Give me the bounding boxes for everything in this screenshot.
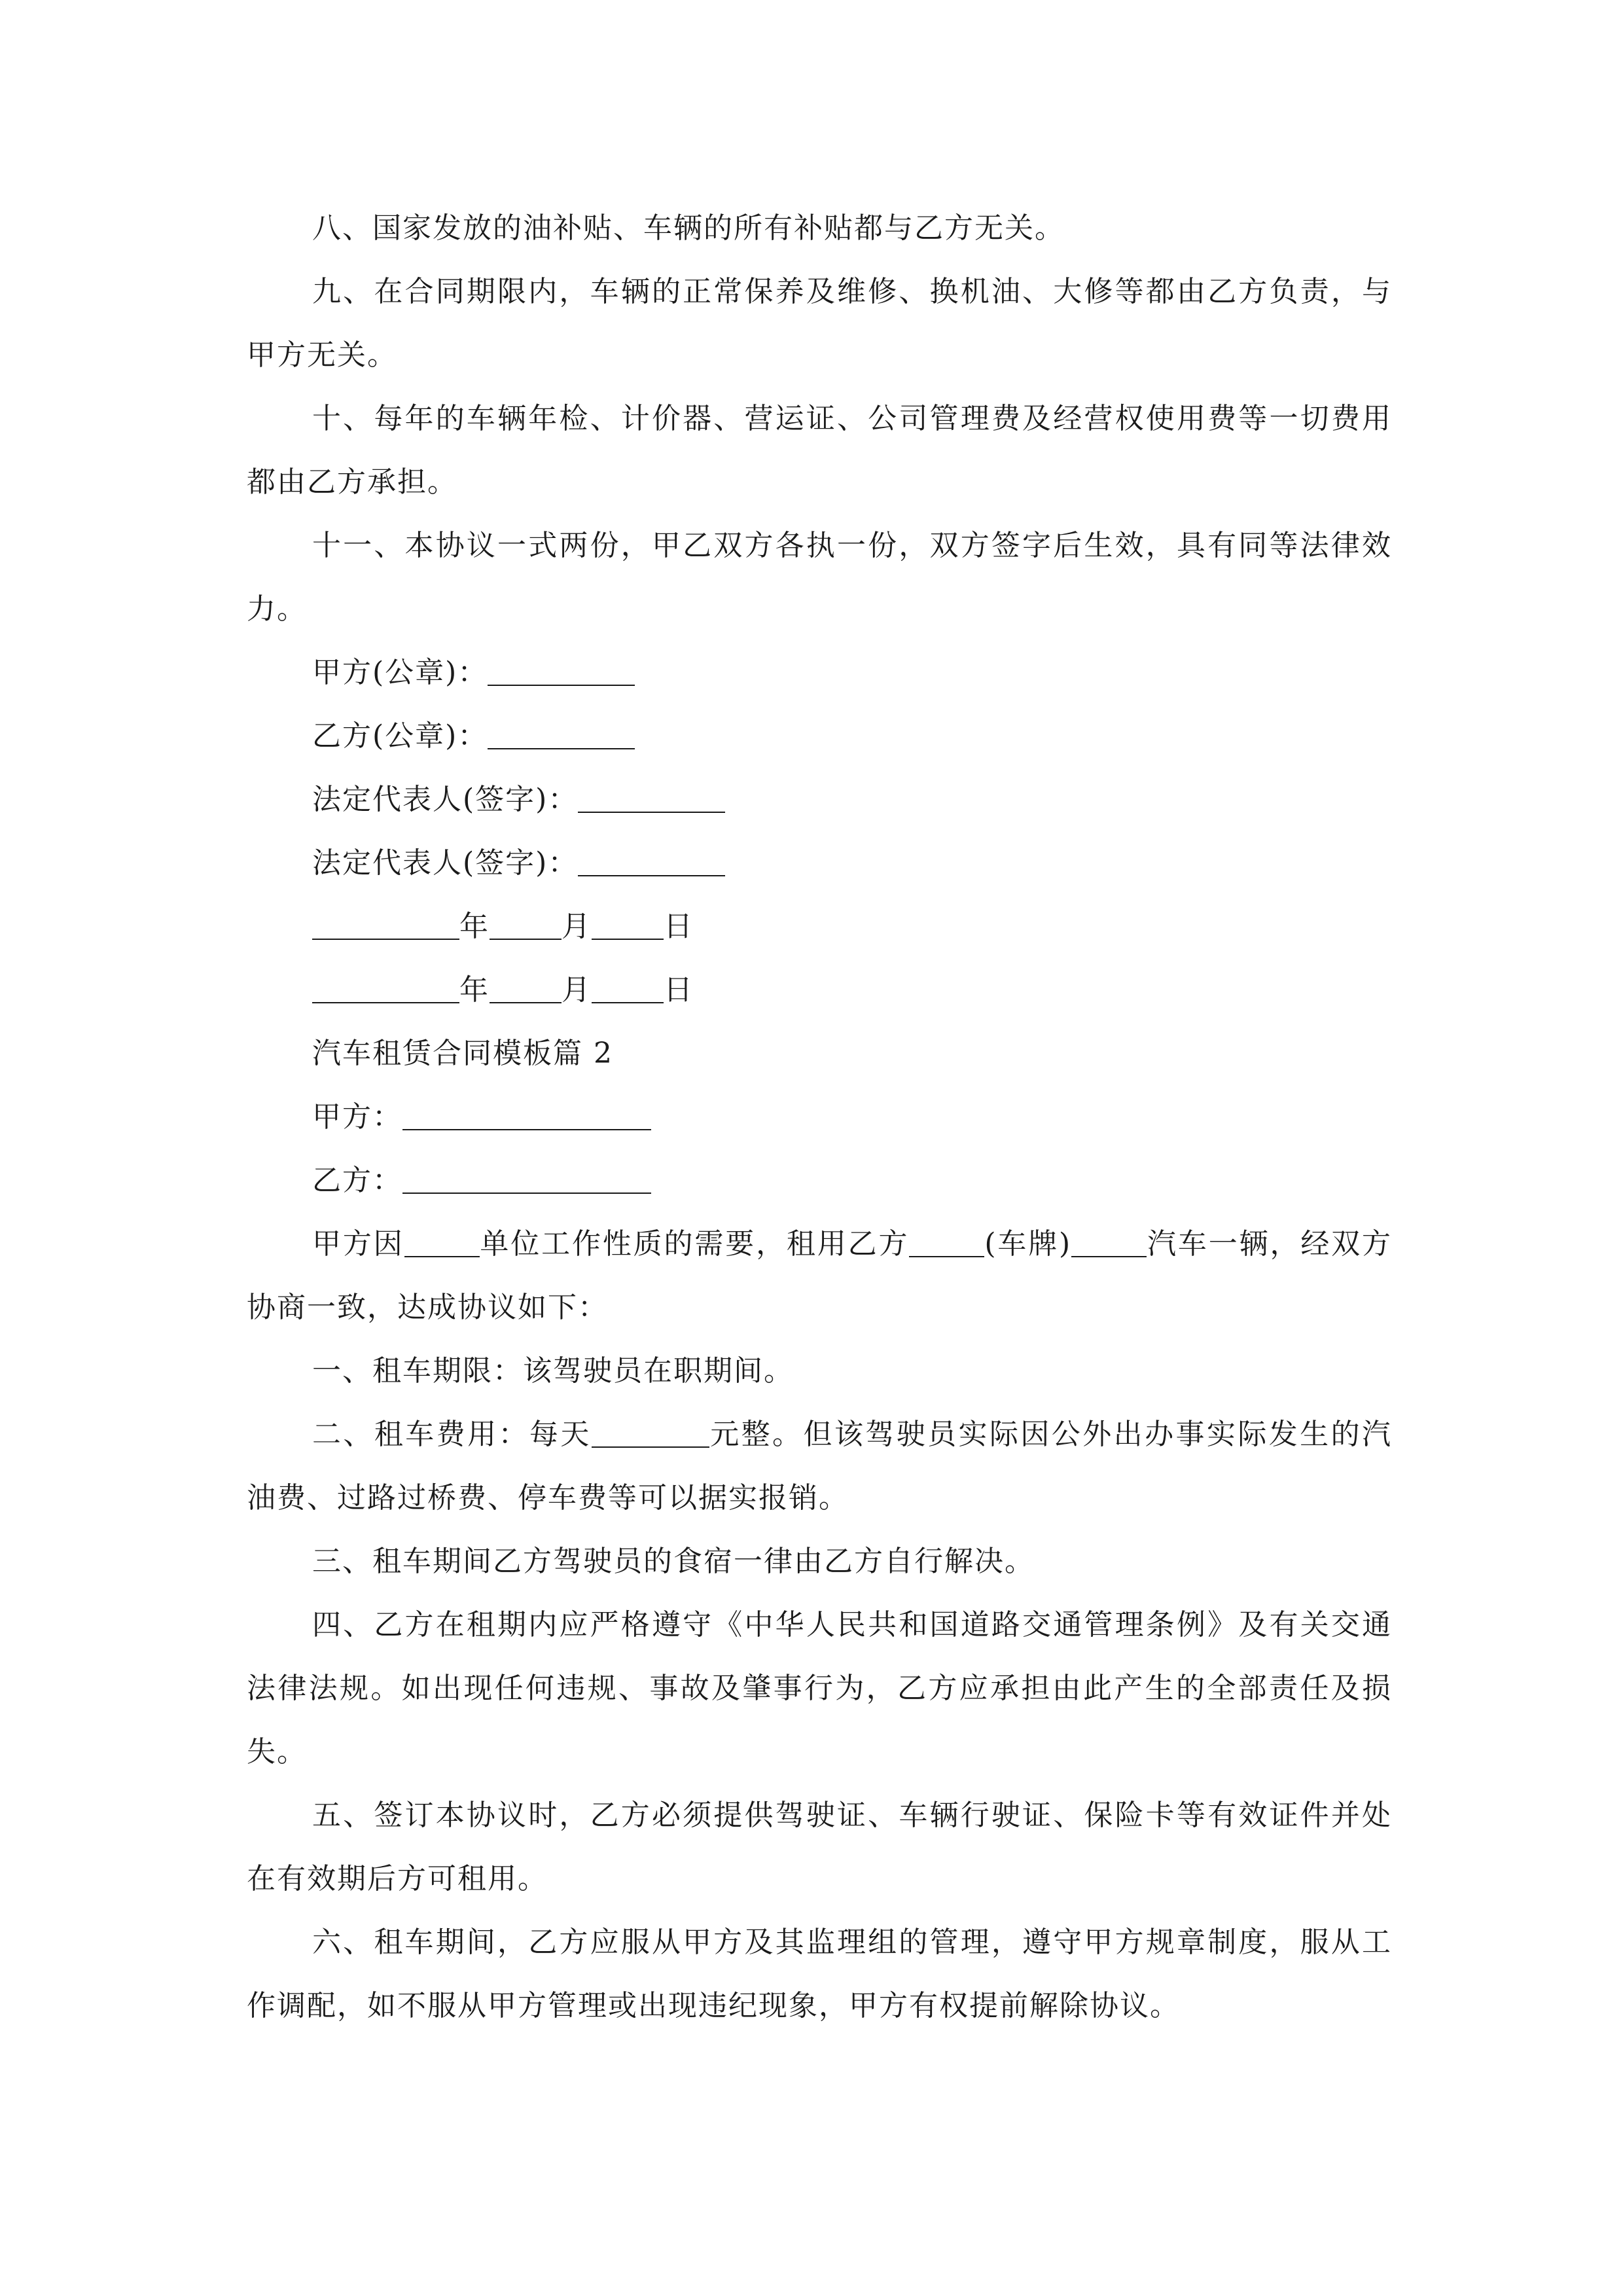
section-2-clause-1: 一、租车期限：该驾驶员在职期间。 (312, 1354, 794, 1388)
legal-rep-blank-1 (578, 785, 725, 813)
section-2-party-a-label: 甲方： (312, 1100, 402, 1134)
legal-rep-label-1: 法定代表人(签字)： (312, 783, 579, 816)
legal-rep-blank-2 (578, 849, 725, 876)
intro-part-2: 单位工作性质的需要，租用乙方 (479, 1227, 910, 1261)
clause-10: 十、每年的车辆年检、计价器、营运证、公司管理费及经营权使用费等一切费用都由乙方承担。 (247, 402, 1392, 499)
daily-fee-blank (592, 1420, 709, 1448)
date-month-blank-1 (490, 912, 562, 940)
date-month-label-1: 月 (562, 910, 592, 943)
date-day-label-2: 日 (664, 973, 694, 1007)
legal-rep-label-2: 法定代表人(签字)： (312, 846, 579, 880)
intro-part-3: (车牌) (984, 1227, 1072, 1261)
section-2-clause-6: 六、租车期间，乙方应服从甲方及其监理组的管理，遵守甲方规章制度，服从工作调配，如不服从甲方管理或出现违纪现象，甲方有权提前解除协议。 (247, 1926, 1392, 2022)
party-b-seal-blank (488, 722, 635, 749)
date-day-blank-1 (592, 912, 664, 940)
party-a-seal-label: 甲方(公章)： (312, 656, 488, 689)
section-2-clause-5: 五、签订本协议时，乙方必须提供驾驶证、车辆行驶证、保险卡等有效证件并处在有效期后方可租用。 (247, 1799, 1392, 1895)
date-year-label-1: 年 (459, 910, 490, 943)
date-year-blank-1 (312, 912, 459, 940)
section-2-clause-4: 四、乙方在租期内应严格遵守《中华人民共和国道路交通管理条例》及有关交通法律法规。如出现任何违规、事故及肇事行为，乙方应承担由此产生的全部责任及损失。 (247, 1608, 1392, 1768)
section-2-party-b-blank (402, 1166, 651, 1194)
date-line-2 (247, 958, 1392, 1022)
date-year-label-2: 年 (459, 973, 490, 1007)
party-a-seal-line (247, 641, 1392, 704)
document-body (247, 196, 1392, 2037)
intro-part-1: 甲方因 (312, 1227, 404, 1261)
section-2-party-a-blank (402, 1103, 651, 1130)
date-line-1 (247, 895, 1392, 958)
intro-unit-blank (404, 1230, 480, 1257)
section-2-party-b-line (247, 1149, 1392, 1212)
section-2-clause-3: 三、租车期间乙方驾驶员的食宿一律由乙方自行解决。 (312, 1545, 1035, 1578)
clause-2-part-b: 元整。但该驾驶员实际因公外出办事实际发生的汽油费、过路过桥费、停车费等可以据实报销。 (247, 1418, 1393, 1515)
section-2-clause-2 (247, 1403, 1392, 1530)
date-month-label-2: 月 (562, 973, 592, 1007)
clause-11: 十一、本协议一式两份，甲乙双方各执一份，双方签字后生效，具有同等法律效力。 (247, 529, 1392, 626)
party-a-seal-blank (488, 658, 635, 686)
date-month-blank-2 (490, 976, 562, 1003)
date-day-blank-2 (592, 976, 664, 1003)
intro-car-blank (1071, 1230, 1147, 1257)
legal-rep-line-2 (247, 831, 1392, 895)
clause-8: 八、国家发放的油补贴、车辆的所有补贴都与乙方无关。 (312, 211, 1065, 245)
date-year-blank-2 (312, 976, 459, 1003)
section-2-intro (247, 1212, 1392, 1339)
date-day-label-1: 日 (664, 910, 694, 943)
intro-plate-blank (909, 1230, 984, 1257)
intro-part-4: 汽车一辆，经双方协商一致，达成协议如下： (247, 1227, 1393, 1324)
section-2-title: 汽车租赁合同模板篇 2 (312, 1037, 613, 1070)
party-b-seal-line (247, 704, 1392, 768)
section-2-party-a-line (247, 1085, 1392, 1149)
clause-2-part-a: 二、租车费用：每天 (312, 1418, 592, 1451)
clause-9: 九、在合同期限内，车辆的正常保养及维修、换机油、大修等都由乙方负责，与甲方无关。 (247, 275, 1392, 372)
party-b-seal-label: 乙方(公章)： (312, 719, 488, 753)
legal-rep-line-1 (247, 768, 1392, 831)
section-2-party-b-label: 乙方： (312, 1164, 402, 1197)
